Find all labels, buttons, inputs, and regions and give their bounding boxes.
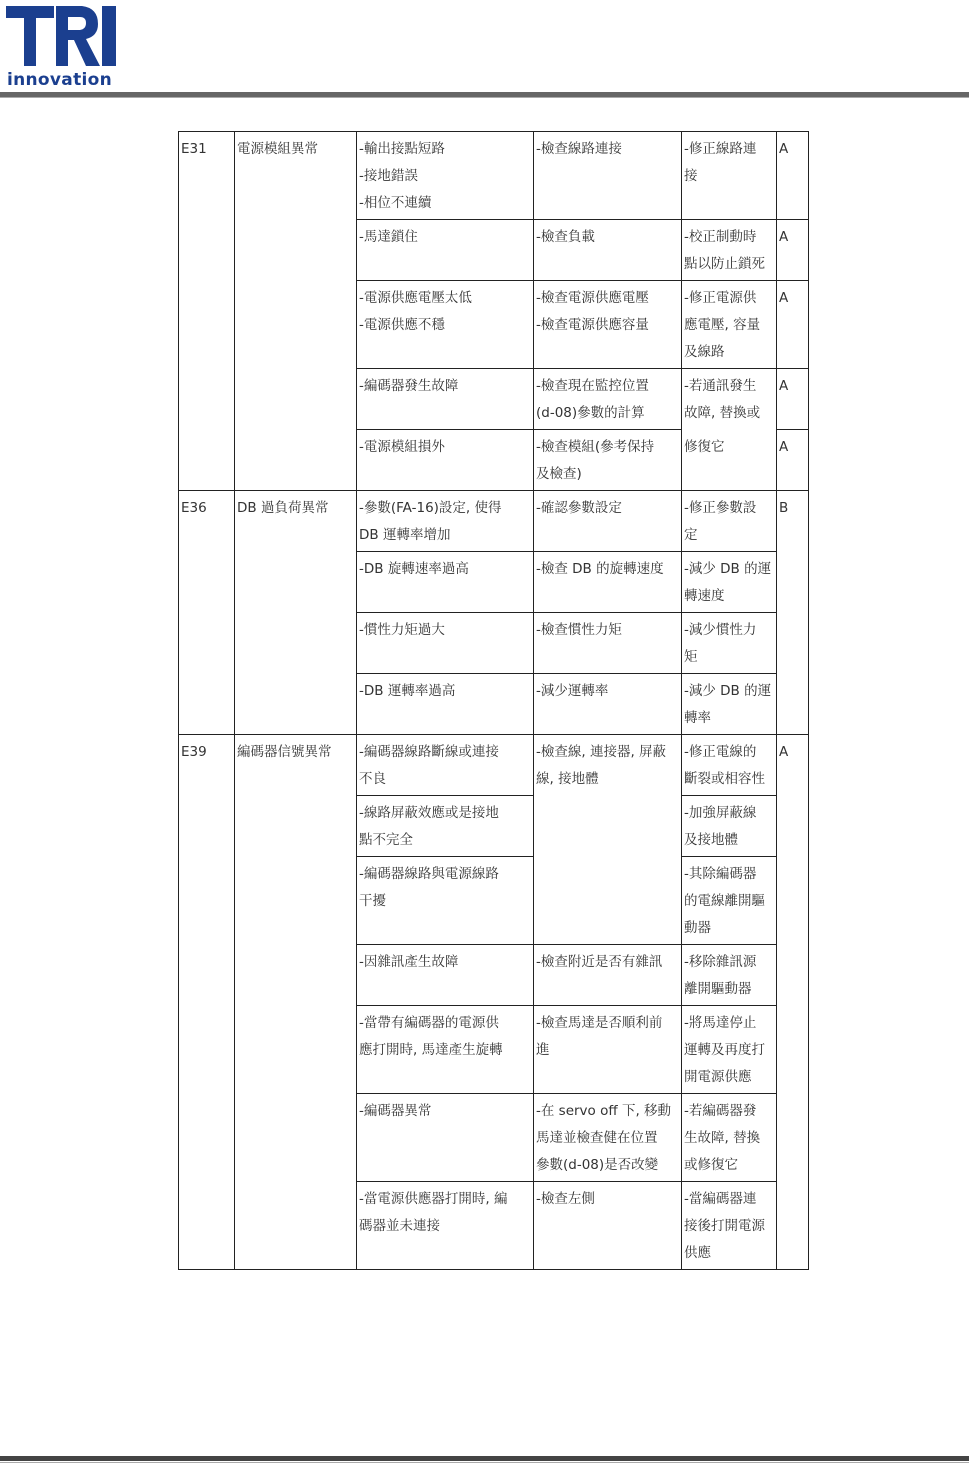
error-name-cell: DB 過負荷異常 — [235, 491, 357, 735]
cause-cell: -電源模組損外 — [357, 430, 534, 491]
cause-cell: -編碼器線路斷線或連接 不良 — [357, 735, 534, 796]
cause-cell: -輸出接點短路 -接地錯誤 -相位不連續 — [357, 132, 534, 220]
check-cell: -檢查馬達是否順利前 進 — [534, 1006, 682, 1094]
fix-cell: -修正參數設 定 — [682, 491, 777, 552]
table-row — [179, 491, 809, 552]
grade-cell: A — [777, 369, 809, 430]
cause-cell: -電源供應電壓太低 -電源供應不穩 — [357, 281, 534, 369]
cause-cell: -編碼器線路與電源線路 干擾 — [357, 857, 534, 945]
fix-cell: -修正電線的 斷裂或相容性 — [682, 735, 777, 796]
cause-cell: -因雜訊產生故障 — [357, 945, 534, 1006]
check-cell: -檢查線, 連接器, 屏蔽 線, 接地體 — [534, 735, 682, 945]
cause-cell: -參數(FA-16)設定, 使得 DB 運轉率增加 — [357, 491, 534, 552]
error-code-cell: E36 — [179, 491, 235, 735]
cause-cell: -DB 旋轉速率過高 — [357, 552, 534, 613]
check-cell: -檢查模組(參考保持 及檢查) — [534, 430, 682, 491]
check-cell: -檢查線路連接 — [534, 132, 682, 220]
check-cell: -減少運轉率 — [534, 674, 682, 735]
error-name-cell: 編碼器信號異常 — [235, 735, 357, 1270]
fix-cell: -減少 DB 的運 轉率 — [682, 674, 777, 735]
fix-cell: -修正電源供 應電壓, 容量 及線路 — [682, 281, 777, 369]
table-row — [179, 132, 809, 220]
fix-cell: -減少 DB 的運 轉速度 — [682, 552, 777, 613]
fix-cell: -其除編碼器 的電線離開驅 動器 — [682, 857, 777, 945]
fix-cell: -移除雜訊源 離開驅動器 — [682, 945, 777, 1006]
fix-cell: 修復它 — [682, 430, 777, 491]
cause-cell: -DB 運轉率過高 — [357, 674, 534, 735]
footer-divider — [0, 1456, 969, 1461]
grade-cell: B — [777, 491, 809, 735]
error-name-cell: 電源模組異常 — [235, 132, 357, 491]
grade-cell: A — [777, 132, 809, 220]
cause-cell: -當帶有編碼器的電源供 應打開時, 馬達產生旋轉 — [357, 1006, 534, 1094]
fix-cell: -若編碼器發 生故障, 替換 或修復它 — [682, 1094, 777, 1182]
check-cell: -檢查 DB 的旋轉速度 — [534, 552, 682, 613]
error-code-cell: E31 — [179, 132, 235, 491]
check-cell: -確認參數設定 — [534, 491, 682, 552]
fix-cell: -加強屏蔽線 及接地體 — [682, 796, 777, 857]
grade-cell: A — [777, 281, 809, 369]
error-code-table — [178, 131, 809, 1270]
check-cell: -檢查左側 — [534, 1182, 682, 1270]
check-cell: -檢查慣性力矩 — [534, 613, 682, 674]
fix-cell: -校正制動時 點以防止鎖死 — [682, 220, 777, 281]
cause-cell: -線路屏蔽效應或是接地 點不完全 — [357, 796, 534, 857]
fix-cell: -減少慣性力 矩 — [682, 613, 777, 674]
check-cell: -檢查負載 — [534, 220, 682, 281]
cause-cell: -編碼器發生故障 — [357, 369, 534, 430]
fix-cell: -修正線路連 接 — [682, 132, 777, 220]
error-code-cell: E39 — [179, 735, 235, 1270]
fix-cell: -若通訊發生 故障, 替換或 — [682, 369, 777, 430]
header-divider-thin — [0, 97, 969, 98]
footer-divider-thin — [0, 1462, 969, 1463]
check-cell: -檢查附近是否有雜訊 — [534, 945, 682, 1006]
grade-cell: A — [777, 430, 809, 491]
cause-cell: -慣性力矩過大 — [357, 613, 534, 674]
logo-tagline: innovation — [7, 70, 112, 90]
company-logo — [4, 2, 120, 90]
table-row — [179, 735, 809, 796]
grade-cell: A — [777, 220, 809, 281]
check-cell: -檢查現在監控位置 (d-08)參數的計算 — [534, 369, 682, 430]
cause-cell: -編碼器異常 — [357, 1094, 534, 1182]
fix-cell: -將馬達停止 運轉及再度打 開電源供應 — [682, 1006, 777, 1094]
cause-cell: -馬達鎖住 — [357, 220, 534, 281]
cause-cell: -當電源供應器打開時, 編 碼器並未連接 — [357, 1182, 534, 1270]
fix-cell: -當編碼器連 接後打開電源 供應 — [682, 1182, 777, 1270]
check-cell: -檢查電源供應電壓 -檢查電源供應容量 — [534, 281, 682, 369]
tri-logo-mark — [4, 2, 120, 70]
grade-cell: A — [777, 735, 809, 1270]
check-cell: -在 servo off 下, 移動 馬達並檢查健在位置 參數(d-08)是否改變 — [534, 1094, 682, 1182]
